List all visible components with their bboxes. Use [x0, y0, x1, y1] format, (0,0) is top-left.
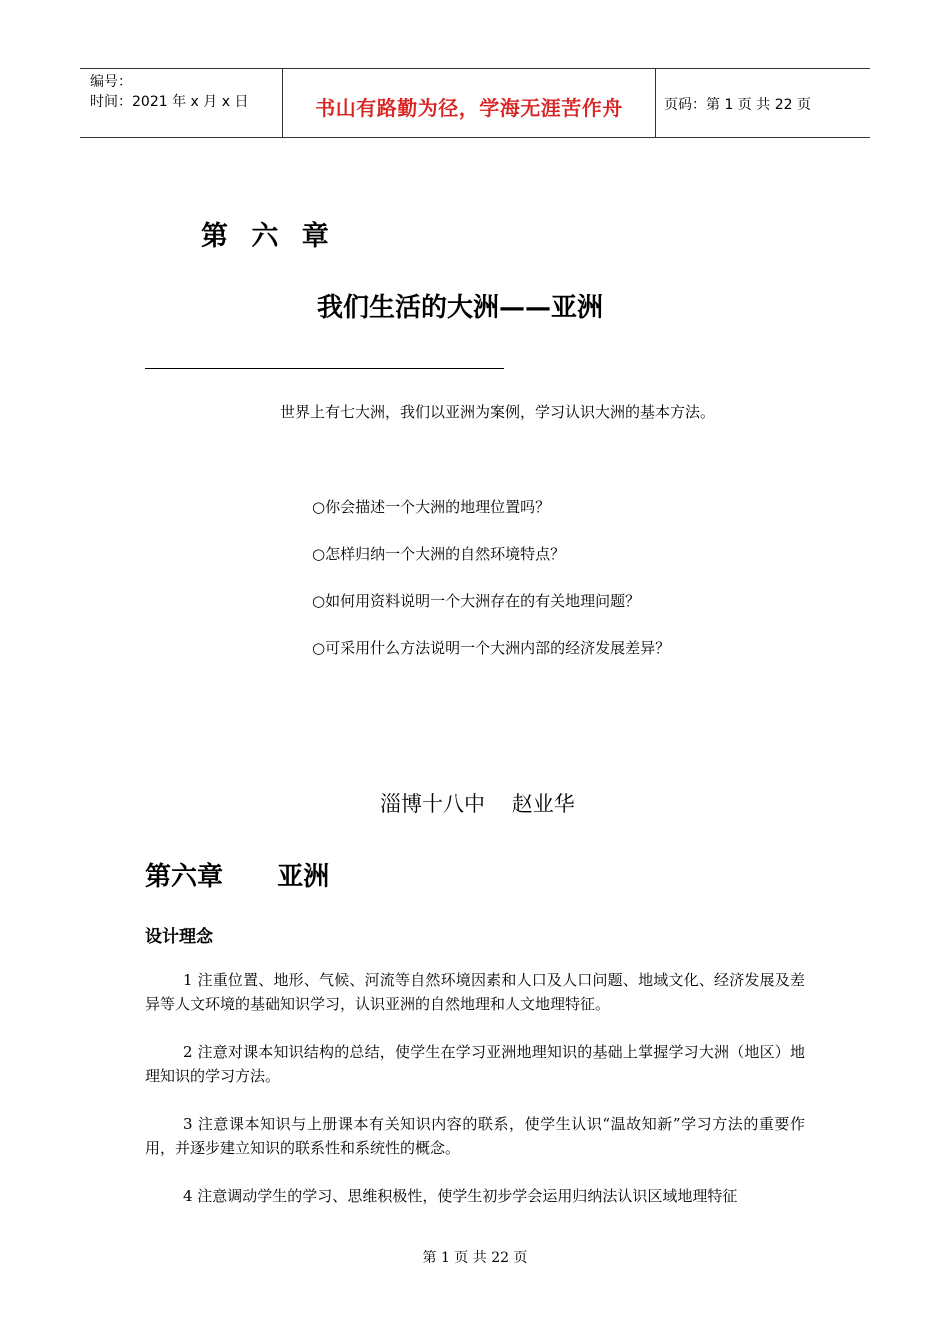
paragraph: 1 注重位置、地形、气候、河流等自然环境因素和人口及人口问题、地域文化、经济发展及差异等人文环境的基础知识学习，认识亚洲的自然地理和人文地理特征。 — [145, 971, 805, 1013]
header-info-cell — [80, 69, 283, 137]
document-header — [80, 68, 870, 138]
author-line: 淄博十八中 赵业华 — [380, 792, 575, 816]
document-number-label: 编号： — [90, 74, 132, 90]
header-page-cell — [656, 69, 870, 137]
header-motto-cell — [283, 69, 656, 137]
intro-text: 世界上有七大洲，我们以亚洲为案例，学习认识大洲的基本方法。 — [280, 403, 716, 421]
question-item: ○可采用什么方法说明一个大洲内部的经济发展差异？ — [312, 639, 671, 657]
chapter-label: 第 六 章 — [201, 221, 336, 252]
header-page-number: 页码：第 1 页 共 22 页 — [664, 97, 811, 113]
question-item: ○如何用资料说明一个大洲存在的有关地理问题？ — [312, 592, 641, 610]
header-motto: 书山有路勤为径，学海无涯苦作舟 — [315, 96, 623, 120]
question-item: ○怎样归纳一个大洲的自然环境特点？ — [312, 545, 566, 563]
paragraph: 3 注意课本知识与上册课本有关知识内容的联系，使学生认识“温故知新”学习方法的重要作用，并逐步建立知识的联系性和系统性的概念。 — [145, 1115, 805, 1157]
document-time-label: 时间：2021 年 x 月 x 日 — [90, 94, 249, 110]
divider-line — [145, 368, 504, 369]
paragraph: 4 注意调动学生的学习、思维积极性，使学生初步学会运用归纳法认识区域地理特征 — [183, 1187, 738, 1205]
page-footer: 第 1 页 共 22 页 — [422, 1250, 528, 1266]
chapter-title: 我们生活的大洲——亚洲 — [317, 293, 604, 323]
section-subheading: 设计理念 — [145, 927, 213, 947]
question-item: ○你会描述一个大洲的地理位置吗？ — [312, 498, 551, 516]
section-heading: 第六章 亚洲 — [145, 862, 330, 892]
paragraph: 2 注意对课本知识结构的总结，使学生在学习亚洲地理知识的基础上掌握学习大洲（地区）地理知识的学习方法。 — [145, 1043, 805, 1085]
